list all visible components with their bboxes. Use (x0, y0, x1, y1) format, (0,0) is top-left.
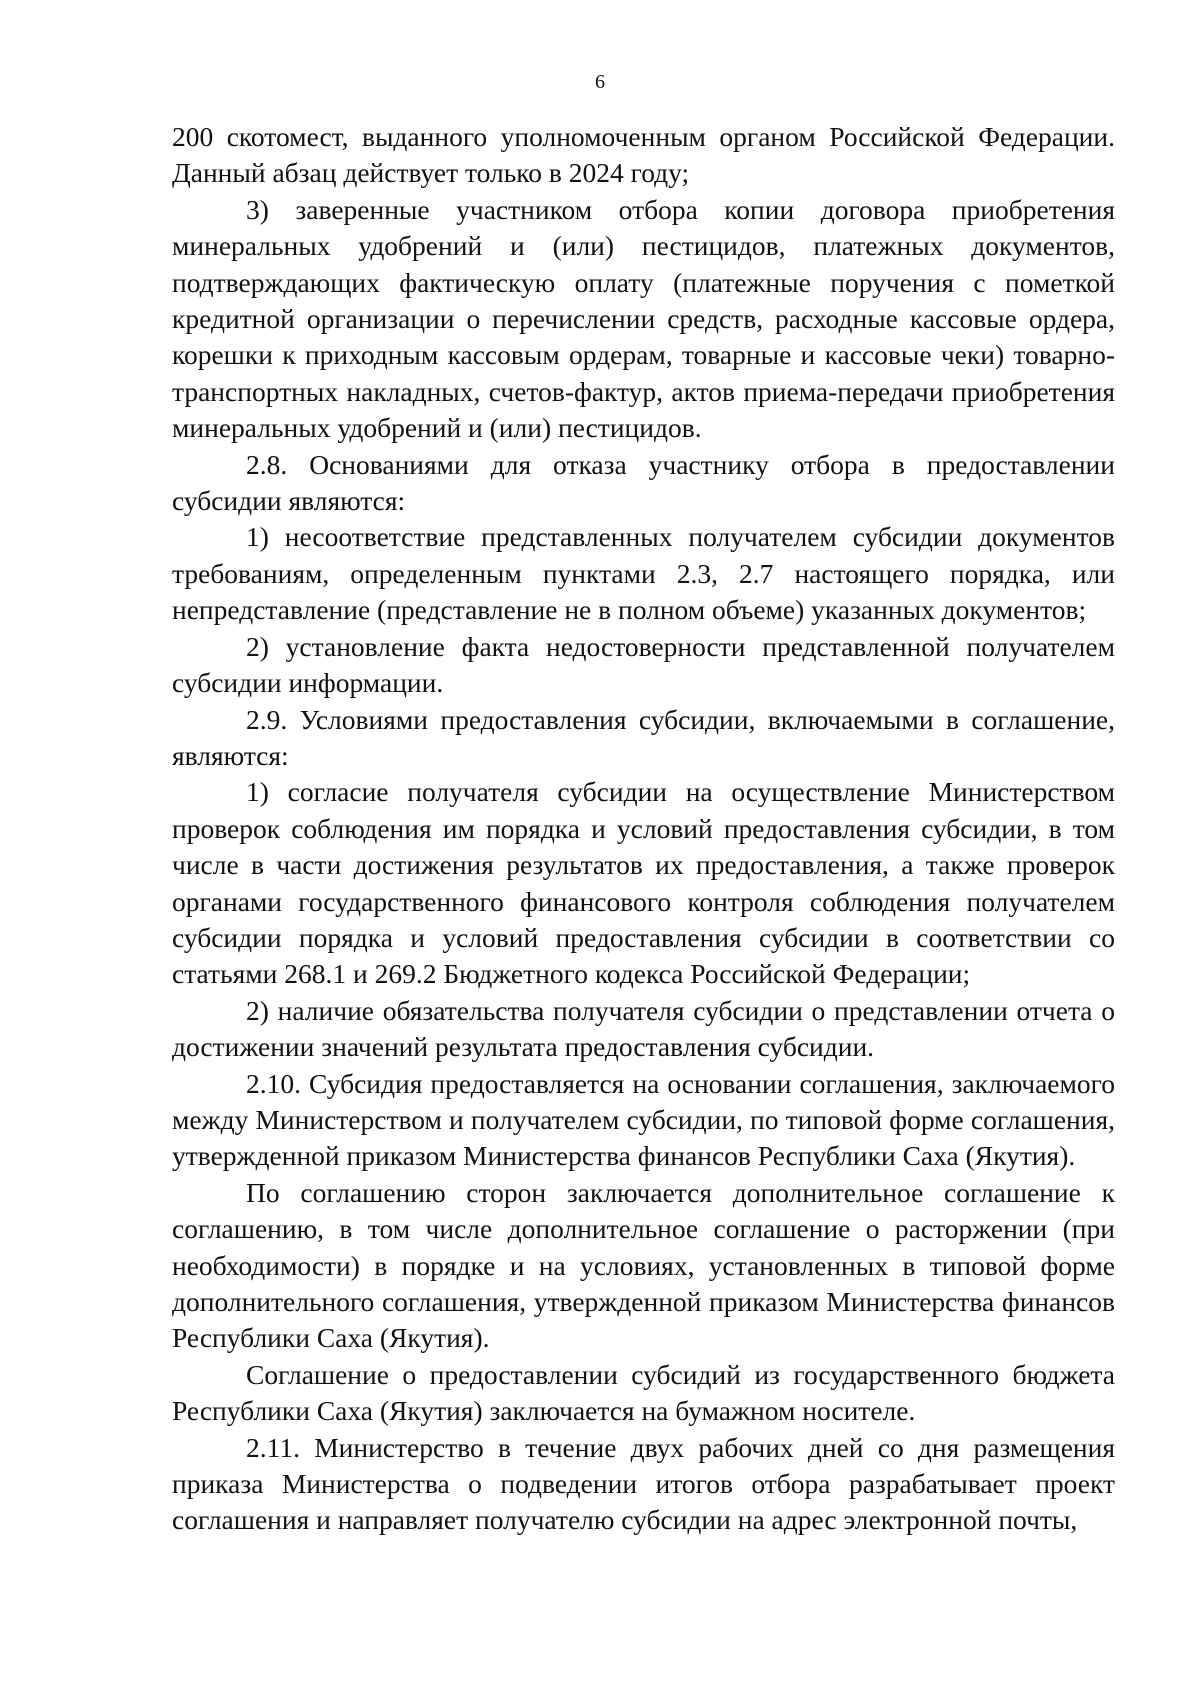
paragraph-2-8-item-1: 1) несоответствие представленных получателем субсидии документов требованиям, определенным пунктами 2.3, 2.7 настоящего порядка, или непредставление (представление не в полном объеме) указанных документов; (172, 521, 1115, 626)
page-number: 6 (595, 71, 605, 93)
document-body (172, 119, 1115, 1539)
paragraph-2-8: 2.8. Основаниями для отказа участнику отбора в предоставлении субсидии являются: (172, 448, 1115, 517)
paragraph-2-9: 2.9. Условиями предоставления субсидии, включаемыми в соглашение, являются: (172, 703, 1115, 771)
paragraph-2-8-item-2: 2) установление факта недостоверности представленной получателем субсидии информации. (172, 630, 1115, 699)
paragraph-item-3-documents: 3) заверенные участником отбора копии договора приобретения минеральных удобрений и (или) пестицидов, платежных документов, подтверждающих фактическую оплату (платежные поручения с пометкой кредитной организации о перечислении средств, расходные кассовые ордера, корешки к приходным кассовым ордерам, товарные и кассовые чеки) товарно-транспортных накладных, счетов-фактур, актов приема-передачи приобретения минеральных удобрений и (или) пестицидов. (172, 193, 1115, 444)
paragraph-paper-agreement: Соглашение о предоставлении субсидий из государственного бюджета Республики Саха (Якутия) заключается на бумажном носителе. (172, 1358, 1115, 1427)
paragraph-continuation: 200 скотомест, выданного уполномоченным органом Российской Федерации. Данный абзац действует только в 2024 году; (172, 121, 1115, 189)
paragraph-2-9-item-1: 1) согласие получателя субсидии на осуществление Министерством проверок соблюдения им порядка и условий предоставления субсидии, в том числе в части достижения результатов их предоставления, а также проверок органами государственного финансового контроля соблюдения получателем субсидии порядка и условий предоставления субсидии в соответствии со статьями 268.1 и 269.2 Бюджетного кодекса Российской Федерации; (172, 776, 1115, 990)
paragraph-2-11: 2.11. Министерство в течение двух рабочих дней со дня размещения приказа Министерства о подведении итогов отбора разрабатывает проект соглашения и направляет получателю субсидии на адрес электронной почты, (172, 1431, 1115, 1536)
paragraph-additional-agreement: По соглашению сторон заключается дополнительное соглашение к соглашению, в том числе дополнительное соглашение о расторжении (при необходимости) в порядке и на условиях, установленных в типовой форме дополнительного соглашения, утвержденной приказом Министерства финансов Республики Саха (Якутия). (172, 1176, 1115, 1354)
paragraph-2-9-item-2: 2) наличие обязательства получателя субсидии о представлении отчета о достижении значений результата предоставления субсидии. (172, 994, 1115, 1063)
paragraph-2-10: 2.10. Субсидия предоставляется на основании соглашения, заключаемого между Министерством и получателем субсидии, по типовой форме соглашения, утвержденной приказом Министерства финансов Республики Саха (Якутия). (172, 1067, 1115, 1172)
